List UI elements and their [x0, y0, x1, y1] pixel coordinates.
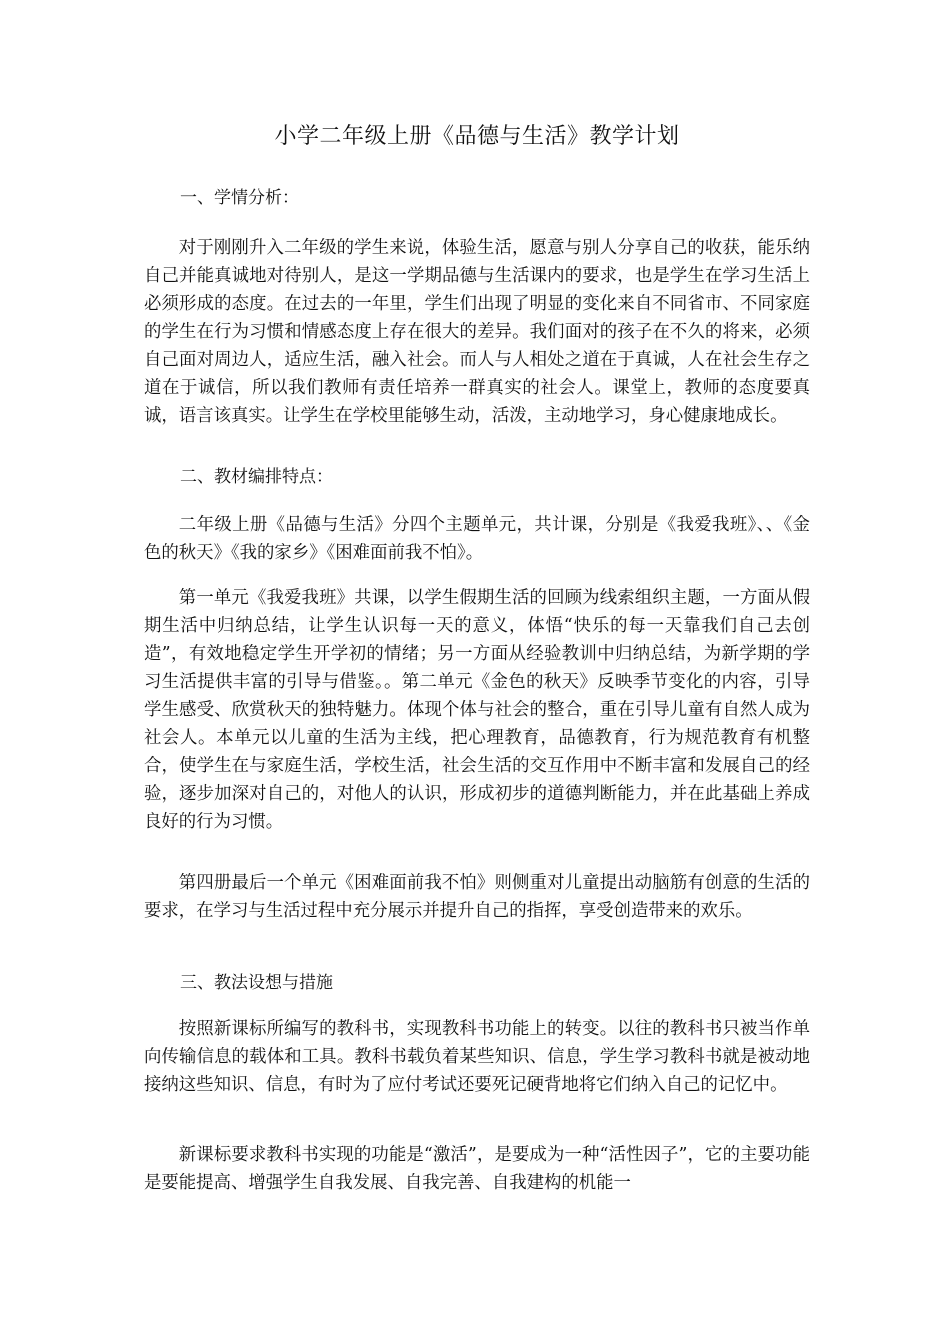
paragraph-textbook-function: 按照新课标所编写的教科书，实现教科书功能上的转变。以往的教科书只被当作单向传输信息的载体和工具。教科书载负着某些知识、信息，学生学习教科书就是被动地接纳这些知识、信息，有时为了应付考试还要死记硬背地将它们纳入自己的记忆中。 — [144, 1019, 810, 1095]
section-heading-textbook-features: 二、教材编排特点： — [180, 467, 333, 487]
paragraph-learning-analysis: 对于刚刚升入二年级的学生来说，体验生活，愿意与别人分享自己的收获，能乐纳自己并能真诚地对待别人，是这一学期品德与生活课内的要求，也是学生在学习生活上必须形成的态度。在过去的一年里，学生们出现了明显的变化来自不同省市、不同家庭的学生在行为习惯和情感态度上存在很大的差异。我们面对的孩子在不久的将来，必须自己面对周边人，适应生活，融入社会。而人与人相处之道在于真诚，人在社会生存之道在于诚信，所以我们教师有责任培养一群真实的社会人。课堂上，教师的态度要真诚，语言该真实。让学生在学校里能够生动，活泼，主动地学习，身心健康地成长。 — [144, 238, 810, 426]
paragraph-units-overview: 二年级上册《品德与生活》分四个主题单元，共计课，分别是《我爱我班》、、《金色的秋天》《我的家乡》《困难面前我不怕》。 — [144, 515, 810, 563]
section-heading-teaching-methods: 三、教法设想与措施 — [180, 973, 333, 993]
document-title: 小学二年级上册《品德与生活》教学计划 — [274, 124, 680, 149]
paragraph-unit-one-two: 第一单元《我爱我班》共课，以学生假期生活的回顾为线索组织主题，一方面从假期生活中归纳总结，让学生认识每一天的意义，体悟“快乐的每一天靠我们自己去创造”，有效地稳定学生开学初的情绪；另一方面从经验教训中归纳总结，为新学期的学习生活提供丰富的引导与借鉴。。第二单元《金色的秋天》反映季节变化的内容，引导学生感受、欣赏秋天的独特魅力。体现个体与社会的整合，重在引导儿童有自然人成为社会人。本单元以儿童的生活为主线，把心理教育，品德教育，行为规范教育有机整合，使学生在与家庭生活，学校生活，社会生活的交互作用中不断丰富和发展自己的经验，逐步加深对自己的，对他人的认识，形成初步的道德判断能力，并在此基础上养成良好的行为习惯。 — [144, 588, 810, 832]
paragraph-new-standard: 新课标要求教科书实现的功能是“激活”，是要成为一种“活性因子”，它的主要功能是要能提高、增强学生自我发展、自我完善、自我建构的机能一 — [144, 1145, 810, 1193]
section-heading-learning-analysis: 一、学情分析： — [180, 188, 299, 208]
paragraph-unit-four: 第四册最后一个单元《困难面前我不怕》则侧重对儿童提出动脑筋有创意的生活的要求，在学习与生活过程中充分展示并提升自己的指挥，享受创造带来的欢乐。 — [144, 873, 810, 921]
